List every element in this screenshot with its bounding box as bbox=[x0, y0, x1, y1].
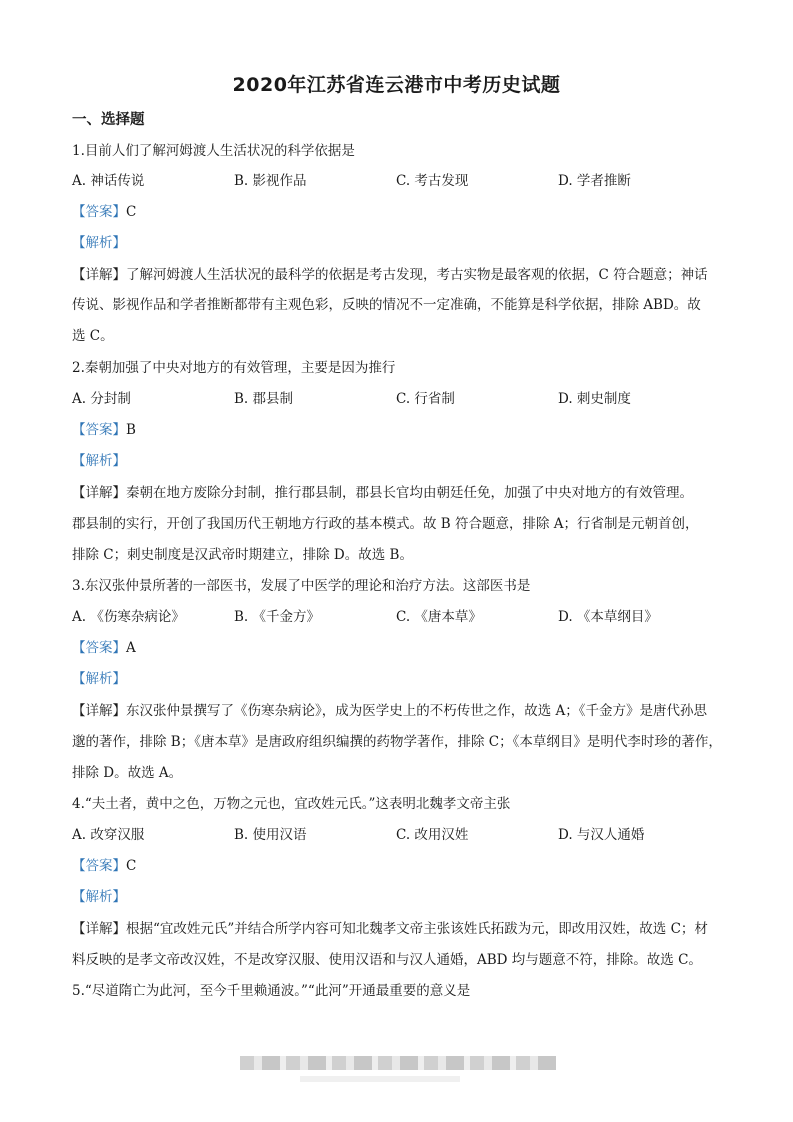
q2-option-d: D. 刺史制度 bbox=[558, 391, 631, 407]
answer-tag: 【答案】 bbox=[72, 640, 126, 656]
q4-option-c: C. 改用汉姓 bbox=[396, 827, 469, 843]
detail-text: 东汉张仲景撰写了《伤寒杂病论》，成为医学史上的不朽传世之作，故选 A；《千金方》是唐代孙思 bbox=[126, 703, 708, 719]
q3-option-d: D. 《本草纲目》 bbox=[558, 609, 658, 625]
q1-option-c: C. 考古发现 bbox=[396, 173, 469, 189]
q1-analysis-tag: 【解析】 bbox=[72, 235, 126, 251]
detail-text: 了解河姆渡人生活状况的最科学的依据是考古发现，考古实物是最客观的依据，C 符合题意；神话 bbox=[126, 267, 708, 283]
q4-answer bbox=[72, 857, 136, 875]
answer-tag: 【答案】 bbox=[72, 858, 126, 874]
q1-option-d: D. 学者推断 bbox=[558, 173, 631, 189]
q4-option-a: A. 改穿汉服 bbox=[72, 827, 145, 843]
answer-value: B bbox=[126, 422, 136, 438]
footer-watermark bbox=[240, 1056, 556, 1070]
q3-answer bbox=[72, 639, 136, 657]
q4-analysis-tag: 【解析】 bbox=[72, 889, 126, 905]
q1-detail-line-2: 传说、影视作品和学者推断都带有主观色彩，反映的情况不一定准确，不能算是科学依据，排除 ABD。故 bbox=[72, 297, 701, 313]
q4-detail-line-2: 料反映的是孝文帝改汉姓，不是改穿汉服、使用汉语和与汉人通婚，ABD 均与题意不符，排除。故选 C。 bbox=[72, 952, 702, 968]
q2-option-c: C. 行省制 bbox=[396, 391, 455, 407]
q3-detail-line-3: 排除 D。故选 A。 bbox=[72, 765, 183, 781]
q4-option-d: D. 与汉人通婚 bbox=[558, 827, 645, 843]
q2-answer bbox=[72, 421, 136, 439]
q3-analysis-tag: 【解析】 bbox=[72, 671, 126, 687]
question-2-stem: 2.秦朝加强了中央对地方的有效管理，主要是因为推行 bbox=[72, 360, 396, 376]
page-title: 2020年江苏省连云港市中考历史试题 bbox=[232, 74, 561, 96]
q4-detail-line-1 bbox=[72, 920, 708, 938]
q1-detail-line-3: 选 C。 bbox=[72, 328, 114, 344]
detail-text: 秦朝在地方废除分封制，推行郡县制，郡县长官均由朝廷任免，加强了中央对地方的有效管理。 bbox=[126, 485, 693, 501]
q3-option-a: A. 《伤寒杂病论》 bbox=[72, 609, 185, 625]
answer-value: A bbox=[126, 640, 136, 656]
q2-option-a: A. 分封制 bbox=[72, 391, 131, 407]
q3-detail-line-2: 邈的著作，排除 B；《唐本草》是唐政府组织编撰的药物学著作，排除 C；《本草纲目》是明代李时珍的著作， bbox=[72, 734, 722, 750]
q1-answer bbox=[72, 203, 136, 221]
section-heading: 一、选择题 bbox=[72, 112, 145, 128]
question-3-stem: 3.东汉张仲景所著的一部医书，发展了中医学的理论和治疗方法。这部医书是 bbox=[72, 578, 531, 594]
answer-tag: 【答案】 bbox=[72, 422, 126, 438]
q2-option-b: B. 郡县制 bbox=[234, 391, 294, 407]
question-4-stem: 4.“夫土者，黄中之色，万物之元也，宜改姓元氏。”这表明北魏孝文帝主张 bbox=[72, 796, 511, 812]
detail-tag: 【详解】 bbox=[72, 267, 126, 283]
detail-text: 根据“宜改姓元氏”并结合所学内容可知北魏孝文帝主张该姓氏拓跋为元，即改用汉姓，故选 C；材 bbox=[126, 921, 708, 937]
answer-value: C bbox=[126, 204, 137, 220]
q2-detail-line-1 bbox=[72, 484, 693, 502]
q1-detail-line-1 bbox=[72, 266, 708, 284]
question-1-stem: 1.目前人们了解河姆渡人生活状况的科学依据是 bbox=[72, 143, 355, 159]
answer-tag: 【答案】 bbox=[72, 204, 126, 220]
question-5-stem: 5.“尽道隋亡为此河，至今千里赖通波。”“此河”开通最重要的意义是 bbox=[72, 983, 471, 999]
q2-detail-line-2: 郡县制的实行，开创了我国历代王朝地方行政的基本模式。故 B 符合题意，排除 A；行省制是元朝首创， bbox=[72, 516, 699, 532]
q3-detail-line-1 bbox=[72, 702, 707, 720]
q3-option-b: B. 《千金方》 bbox=[234, 609, 321, 625]
footer-watermark-shadow bbox=[300, 1076, 460, 1082]
q1-option-b: B. 影视作品 bbox=[234, 173, 307, 189]
q3-option-c: C. 《唐本草》 bbox=[396, 609, 482, 625]
detail-tag: 【详解】 bbox=[72, 703, 126, 719]
detail-tag: 【详解】 bbox=[72, 921, 126, 937]
q2-detail-line-3: 排除 C；刺史制度是汉武帝时期建立，排除 D。故选 B。 bbox=[72, 547, 413, 563]
q1-option-a: A. 神话传说 bbox=[72, 173, 145, 189]
detail-tag: 【详解】 bbox=[72, 485, 126, 501]
answer-value: C bbox=[126, 858, 137, 874]
q4-option-b: B. 使用汉语 bbox=[234, 827, 307, 843]
q2-analysis-tag: 【解析】 bbox=[72, 453, 126, 469]
